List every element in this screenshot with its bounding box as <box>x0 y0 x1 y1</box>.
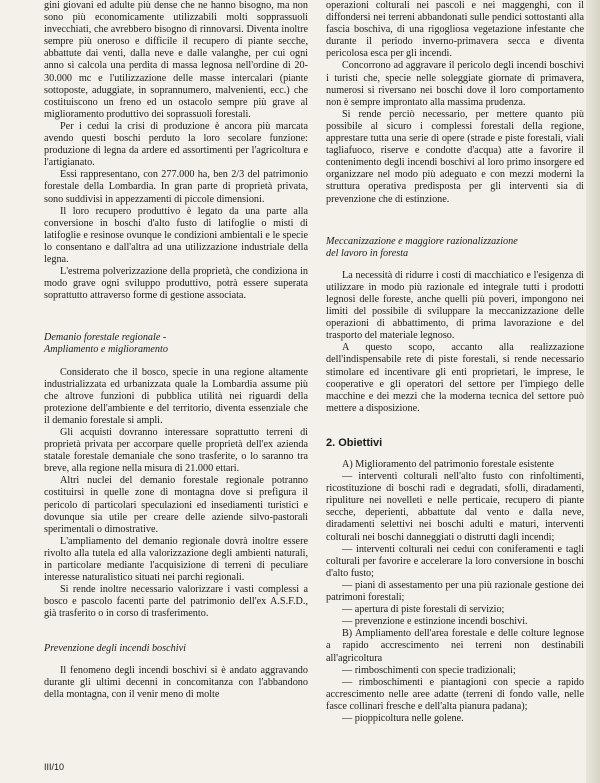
left-column <box>44 0 308 701</box>
paragraph: Gli acquisti dovranno interessare soprattutto terreni di proprietà privata per accorpare quelle proprietà dell'ex azienda statale forestale demaniale che sono trasferite, o lo saranno tra breve, alla regione nella misura di 21.000 ettari. <box>44 427 308 475</box>
paragraph: L'estrema polverizzazione della proprietà, che condiziona in modo grave ogni sviluppo produttivo, potrà essere superata soprattutto attraverso forme di gestione associata. <box>44 266 308 302</box>
section-subheading-meccanizzazione: del lavoro in foresta <box>326 247 409 259</box>
section-heading-incendi: Prevenzione degli incendi boschivi <box>44 642 186 654</box>
paragraph: A questo scopo, accanto alla realizzazione dell'indispensabile rete di piste forestali, si rende necessario stimolare ed incentivare gli enti proprietari, le imprese, le cooperative e gli operatori del settore per l'impiego delle macchine e dei mezzi che la moderna tecnica del settore può mettere a disposizione. <box>326 342 584 414</box>
list-item: — rimboschimenti e piantagioni con specie a rapido accrescimento nelle aree adatte (terreni di fondo valle, nelle fasce collinari fresche e dell'alta pianura padana); <box>326 676 584 712</box>
section-subheading-demanio: Ampliamento e miglioramento <box>44 344 168 356</box>
paragraph: operazioni colturali nei pascoli e nei maggenghi, con il diffondersi nei terreni abbandonati sulle pendici sottostanti alla fascia boschiva, di una rigogliosa vegetazione infestante che durante il periodo inverno-primavera secca e diventa pericolosa esca per gli incendi. <box>326 0 584 60</box>
list-item: — prevenzione e estinzione incendi boschivi. <box>342 616 528 628</box>
paragraph: L'ampliamento del demanio regionale dovrà inoltre essere rivolto alla tutela ed alla valorizzazione degli ambienti naturali, in particolare mediante l'acquisizione di terreni di peculiare interesse naturalistico situati nei parchi regionali. <box>44 535 308 584</box>
paragraph: Si rende perciò necessario, per mettere quanto più possibile al sicuro i complessi forestali della regione, apprestare tutta una serie di opere (strade e piste forestali, viali tagliafuoco, riserve e condotte d'acqua) atte a favorire il contenimento degli incendi boschivi al loro primo insorgere ed organizzare nel modo più adeguato e con mezzi moderni la struttura operativa predisposta per gli interventi sia di prevenzione che di estinzione. <box>326 108 584 205</box>
list-item: — interventi colturali nei cedui con coniferamenti e tagli colturali per favorire e accelerare la loro conversione in boschi d'alto fusto; <box>326 543 584 579</box>
objective-a-title: A) Miglioramento del patrimonio forestale esistente <box>342 459 554 470</box>
paragraph: Il loro recupero produttivo è legato da una parte alla conversione in boschi d'alto fusto di latifoglie o misti di latifoglie e resinose ovunque le condizioni ambientali e le specie lo consentano e dall'altra ad una utilizzazione industriale della legna. <box>44 205 308 265</box>
list-item: — apertura di piste forestali di servizio; <box>342 604 505 616</box>
list-item: — rimboschimenti con specie tradizionali; <box>342 664 516 676</box>
paragraph: Essi rappresentano, con 277.000 ha, ben 2/3 del patrimonio forestale della Lombardia. In gran parte di proprietà privata, sono suddivisi in appezzamenti di piccole dimensioni. <box>44 169 308 205</box>
list-item: — interventi colturali nell'alto fusto con rinfoltimenti, ricostituzione di boschi radi e degradati, sfolli, diradamenti, ripuliture nei novelleti e nelle perticaie, recupero di piante secche, deperienti, abbattute dal vento e dalla neve, diradamenti selettivi nei boschi adulti e maturi, interventi colturali nei boschi danneggiati o distrutti dagli incendi; <box>326 471 584 543</box>
right-column <box>326 0 584 725</box>
section-heading-obiettivi: 2. Obiettivi <box>326 436 383 449</box>
list-item: — pioppicoltura nelle golene. <box>342 712 464 724</box>
section-heading-meccanizzazione: Meccanizzazione e maggiore razionalizzazione <box>326 235 518 247</box>
paragraph: Concorrono ad aggravare il pericolo degli incendi boschivi i turisti che, specie nelle soleggiate giornate di primavera, numerosi si riversano nei boschi dove il loro comportamento non è sempre improntato alla massima prudenza. <box>326 60 584 108</box>
paragraph: Considerato che il bosco, specie in una regione altamente industrializzata ed urbanizzata quale la Lombardia assume più che altrove funzioni di pubblica utilità nei riguardi della protezione dell'ambiente e del territorio, diventa essenziale che il demanio forestale si ampli. <box>44 366 308 426</box>
paragraph: Altri nuclei del demanio forestale regionale potranno costituirsi in quelle zone di montagna dove si prefigura il pericolo di particolari speculazioni ed insediamenti turistici e dovunque sia utile per creare delle aziende silvo-pastorali sperimentali o dimostrative. <box>44 475 308 535</box>
section-heading-demanio: Demanio forestale regionale - <box>44 332 167 344</box>
paragraph: gini giovani ed adulte più dense che ne hanno bisogno, ma non sono più economicamente utilizzabili molti sopprassuoli invecchiati, che avrebbero bisogno di rinnovarsi. Diventa inoltre sempre più oneroso e difficile il recupero di piante secche, abbattute dai venti, dalla neve e dalle valanghe, per cui ogni anno si calcola una perdita di massa legnosa nell'ordine di 20-30.000 mc e l'utilizzazione delle masse intercalari (piante sottoposte, aduggiate, in soprannumero, malvenienti, ecc.) che costituiscono un freno ed un ostacolo sempre più grave al miglioramento produttivo dei soprassuoli forestali. <box>44 0 308 120</box>
objective-b-title: B) Ampliamento dell'area forestale e delle colture legnose a rapido accrescimento nei terreni non destinabili all'agricoltura <box>326 628 584 664</box>
paragraph: Si rende inoltre necessario valorizzare i vasti complessi a bosco e pascolo facenti parte del patrimonio dell'ex A.S.F.D., già trasferito o in corso di trasferimento. <box>44 584 308 620</box>
page-edge-shadow <box>586 0 600 783</box>
paragraph: Il fenomeno degli incendi boschivi si è andato aggravando durante gli ultimi decenni in concomitanza con l'abbandono della montagna, con il venir meno di molte <box>44 664 308 700</box>
page-number: III/10 <box>44 762 65 772</box>
paragraph: Per i cedui la crisi di produzione è ancora più marcata avendo questi boschi perduto la loro secolare funzione: produzione di legna da ardere ed assortimenti per l'agricoltura e l'artigianato. <box>44 120 308 169</box>
list-item: — piani di assestamento per una più razionale gestione dei patrimoni forestali; <box>326 579 584 604</box>
paragraph: La necessità di ridurre i costi di macchiatico e l'esigenza di utilizzare in modo più razionale ed integrale tutti i prodotti legnosi delle foreste, anche quelli più poveri, impongono nei limiti del possibile di sviluppare la meccanizzazione delle operazioni di abbattimento, di prima lavorazione e del trasporto del materiale legnoso. <box>326 269 584 342</box>
